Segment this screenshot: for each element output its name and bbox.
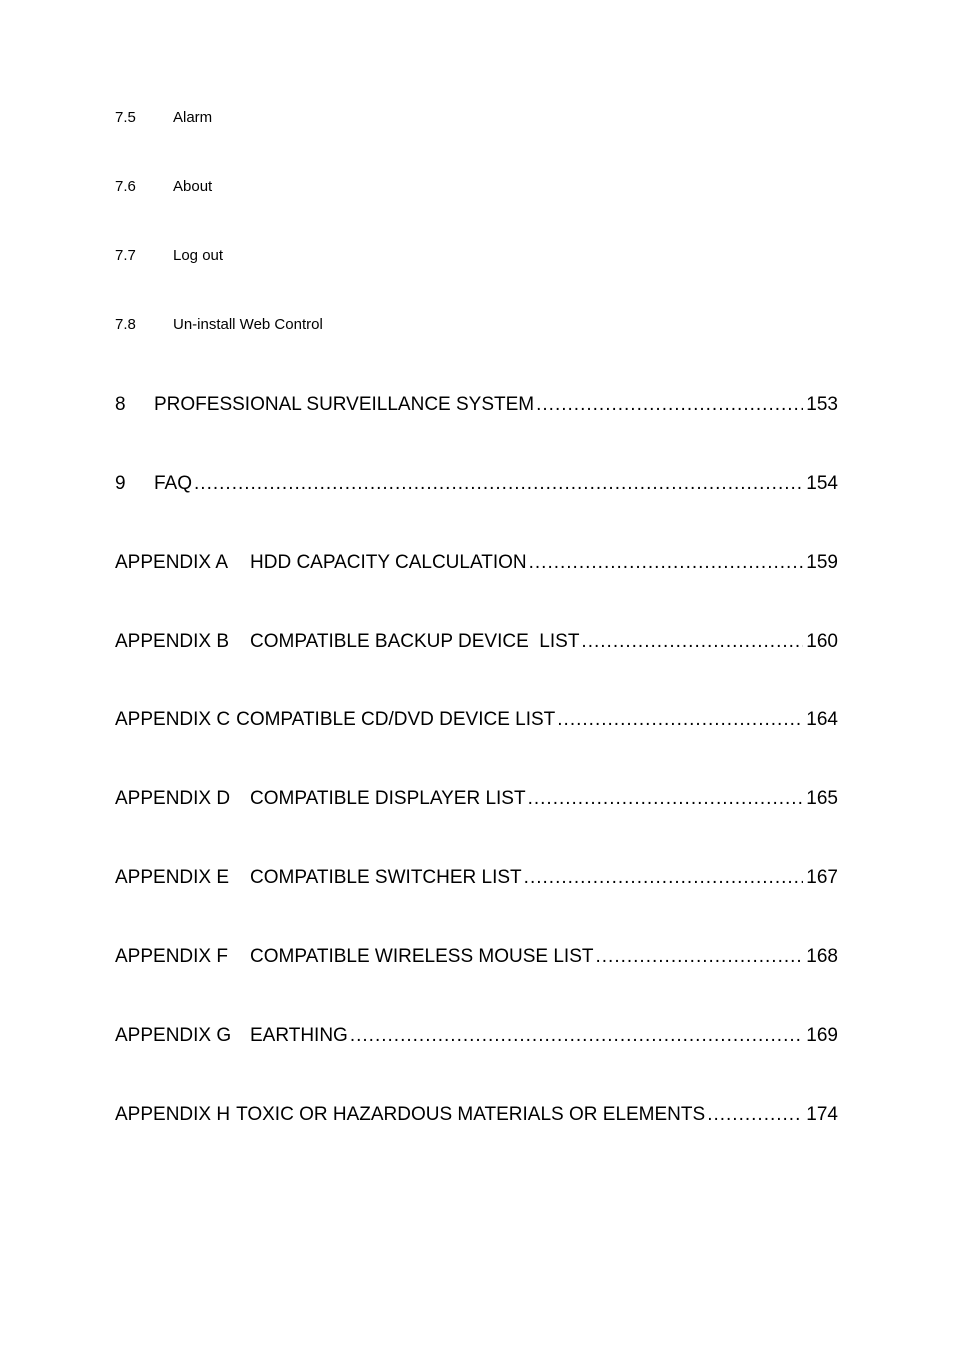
toc-entry-prefix: APPENDIX D	[115, 788, 231, 809]
toc-entry-number: 7.7	[115, 247, 136, 264]
toc-entry-number: 7.8	[115, 316, 136, 333]
toc-entry-7-6[interactable]	[115, 178, 212, 196]
toc-entry-title: PROFESSIONAL SURVEILLANCE SYSTEM	[154, 394, 535, 415]
toc-entry-prefix: APPENDIX C	[115, 709, 231, 730]
toc-entry-appendix-b[interactable]	[115, 631, 838, 653]
dot-leader	[536, 394, 803, 416]
toc-entry-appendix-a[interactable]	[115, 552, 838, 574]
toc-entry-number: 9	[115, 473, 126, 494]
toc-entry-page: 174	[806, 1104, 838, 1125]
dot-leader	[595, 946, 803, 968]
toc-entry-appendix-f[interactable]	[115, 946, 838, 968]
toc-entry-prefix: APPENDIX E	[115, 867, 230, 888]
dot-leader	[524, 867, 804, 889]
toc-entry-page: 169	[806, 1025, 838, 1046]
dot-leader	[707, 1104, 803, 1126]
toc-entry-page: 164	[806, 709, 838, 730]
dot-leader	[529, 552, 804, 574]
toc-entry-7-7[interactable]	[115, 247, 223, 265]
toc-entry-title: COMPATIBLE WIRELESS MOUSE LIST	[250, 946, 594, 967]
toc-entry-appendix-c[interactable]	[115, 709, 838, 731]
toc-entry-title: Log out	[173, 247, 224, 264]
toc-entry-title: TOXIC OR HAZARDOUS MATERIALS OR ELEMENTS	[236, 1104, 706, 1125]
toc-entry-prefix: APPENDIX F	[115, 946, 228, 967]
toc-entry-7-8[interactable]	[115, 316, 323, 334]
toc-entry-page: 153	[806, 394, 838, 415]
toc-entry-page: 167	[806, 867, 838, 888]
dot-leader	[557, 709, 803, 731]
toc-entry-title: FAQ	[154, 473, 193, 494]
toc-entry-number: 8	[115, 394, 126, 415]
toc-entry-appendix-g[interactable]	[115, 1025, 838, 1047]
toc-entry-page: 168	[806, 946, 838, 967]
toc-entry-title: EARTHING	[250, 1025, 348, 1046]
dot-leader	[350, 1025, 803, 1047]
toc-entry-prefix: APPENDIX B	[115, 631, 230, 652]
toc-entry-8[interactable]	[115, 394, 838, 416]
toc-entry-page: 165	[806, 788, 838, 809]
toc-entry-prefix: APPENDIX G	[115, 1025, 232, 1046]
toc-entry-title: Alarm	[173, 109, 213, 126]
toc-entry-title: COMPATIBLE BACKUP DEVICE LIST	[250, 631, 580, 652]
toc-entry-page: 154	[806, 473, 838, 494]
toc-entry-title: HDD CAPACITY CALCULATION	[250, 552, 527, 573]
toc-entry-title: About	[173, 178, 213, 195]
toc-entry-title: COMPATIBLE CD/DVD DEVICE LIST	[236, 709, 556, 730]
toc-entry-appendix-e[interactable]	[115, 867, 838, 889]
toc-entry-number: 7.5	[115, 109, 136, 126]
toc-entry-prefix: APPENDIX H	[115, 1104, 231, 1125]
toc-entry-page: 159	[806, 552, 838, 573]
toc-entry-appendix-d[interactable]	[115, 788, 838, 810]
toc-entry-appendix-h[interactable]	[115, 1104, 838, 1126]
dot-leader	[194, 473, 803, 495]
dot-leader	[528, 788, 804, 810]
toc-entry-title: Un-install Web Control	[173, 316, 323, 333]
toc-entry-number: 7.6	[115, 178, 136, 195]
dot-leader	[581, 631, 803, 653]
toc-entry-title: COMPATIBLE SWITCHER LIST	[250, 867, 522, 888]
toc-entry-prefix: APPENDIX A	[115, 552, 228, 573]
toc-entry-title: COMPATIBLE DISPLAYER LIST	[250, 788, 526, 809]
toc-entry-7-5[interactable]	[115, 109, 212, 127]
toc-entry-page: 160	[806, 631, 838, 652]
toc-entry-9[interactable]	[115, 473, 838, 495]
